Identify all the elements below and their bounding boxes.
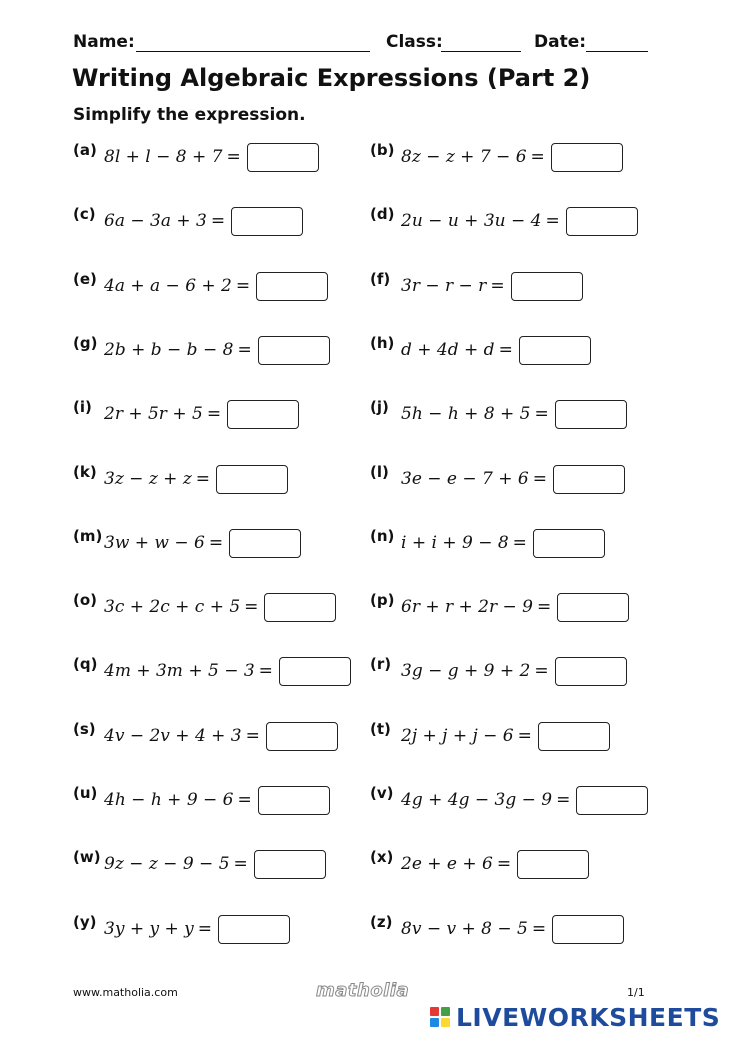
equals-sign: = xyxy=(244,597,259,617)
problem-item xyxy=(73,783,330,817)
answer-box[interactable] xyxy=(555,400,627,429)
problem-label: (y) xyxy=(73,913,97,931)
answer-box[interactable] xyxy=(519,336,591,365)
problem-label: (z) xyxy=(370,913,393,931)
answer-box[interactable] xyxy=(254,850,326,879)
problem-item xyxy=(73,719,338,753)
problem-expression: d + 4d + d xyxy=(401,340,495,360)
problem-label: (h) xyxy=(370,334,395,352)
worksheet-title: Writing Algebraic Expressions (Part 2) xyxy=(72,64,591,92)
problem-item xyxy=(73,912,290,946)
problem-expression: 3e − e − 7 + 6 xyxy=(401,469,529,489)
equals-sign: = xyxy=(545,211,560,231)
problem-expression: 3r − r − r xyxy=(401,276,487,296)
problem-label: (n) xyxy=(370,527,395,545)
answer-box[interactable] xyxy=(517,850,589,879)
answer-box[interactable] xyxy=(256,272,328,301)
answer-box[interactable] xyxy=(264,593,336,622)
equals-sign: = xyxy=(496,854,512,874)
equals-sign: = xyxy=(530,147,545,167)
problem-expression: 4v − 2v + 4 + 3 xyxy=(104,726,242,746)
answer-box[interactable] xyxy=(552,915,624,944)
problem-expression: 4g + 4g − 3g − 9 xyxy=(401,790,553,810)
equals-sign: = xyxy=(534,404,549,424)
problem-item xyxy=(370,397,627,431)
equals-sign: = xyxy=(245,726,260,746)
problem-label: (l) xyxy=(370,463,389,481)
answer-box[interactable] xyxy=(229,529,301,558)
problem-label: (i) xyxy=(73,398,92,416)
problem-label: (x) xyxy=(370,848,394,866)
matholia-logo: matholia xyxy=(316,980,410,1001)
problem-label: (f) xyxy=(370,270,391,288)
equals-sign: = xyxy=(498,340,513,360)
answer-box[interactable] xyxy=(266,722,338,751)
answer-box[interactable] xyxy=(566,207,638,236)
problem-item xyxy=(370,654,627,688)
problem-item xyxy=(73,397,299,431)
problem-expression: 8z − z + 7 − 6 xyxy=(401,147,527,167)
equals-sign: = xyxy=(237,340,252,360)
problem-item xyxy=(370,847,589,881)
problem-item xyxy=(73,847,326,881)
equals-sign: = xyxy=(235,276,251,296)
problem-item xyxy=(370,590,629,624)
equals-sign: = xyxy=(233,854,248,874)
problem-item xyxy=(73,333,330,367)
problem-label: (k) xyxy=(73,463,97,481)
name-line[interactable] xyxy=(136,51,370,52)
problem-expression: 3g − g + 9 + 2 xyxy=(401,661,531,681)
problem-expression: 4h − h + 9 − 6 xyxy=(104,790,234,810)
problem-item xyxy=(370,204,638,238)
student-info-header xyxy=(73,30,663,56)
problem-expression: 6a − 3a + 3 xyxy=(104,211,207,231)
liveworksheets-text: LIVEWORKSHEETS xyxy=(456,1002,721,1032)
problem-label: (p) xyxy=(370,591,395,609)
page-number: 1/1 xyxy=(627,986,645,999)
date-label: Date: xyxy=(534,32,587,52)
answer-box[interactable] xyxy=(538,722,610,751)
equals-sign: = xyxy=(197,919,212,939)
answer-box[interactable] xyxy=(258,336,330,365)
equals-sign: = xyxy=(531,919,547,939)
problem-expression: 9z − z − 9 − 5 xyxy=(104,854,230,874)
problem-item xyxy=(370,269,583,303)
problem-expression: 2b + b − b − 8 xyxy=(104,340,234,360)
problem-label: (o) xyxy=(73,591,98,609)
problem-expression: 2e + e + 6 xyxy=(401,854,493,874)
equals-sign: = xyxy=(490,276,505,296)
problem-item xyxy=(370,140,623,174)
date-line[interactable] xyxy=(586,51,648,52)
problem-label: (a) xyxy=(73,141,97,159)
problem-item xyxy=(73,526,301,560)
problem-label: (m) xyxy=(73,527,103,545)
problem-label: (r) xyxy=(370,655,392,673)
equals-sign: = xyxy=(517,726,532,746)
problem-label: (t) xyxy=(370,720,391,738)
instruction-text: Simplify the expression. xyxy=(73,105,306,125)
problem-expression: 4a + a − 6 + 2 xyxy=(104,276,232,296)
equals-sign: = xyxy=(208,533,224,553)
problem-item xyxy=(370,462,625,496)
equals-sign: = xyxy=(536,597,552,617)
problem-label: (u) xyxy=(73,784,98,802)
problem-label: (e) xyxy=(73,270,97,288)
problem-label: (s) xyxy=(73,720,96,738)
answer-box[interactable] xyxy=(227,400,299,429)
problem-expression: 3y + y + y xyxy=(104,919,194,939)
problem-expression: 3c + 2c + c + 5 xyxy=(104,597,241,617)
equals-sign: = xyxy=(258,661,273,681)
problem-item xyxy=(73,654,351,688)
problem-label: (c) xyxy=(73,205,96,223)
problem-label: (g) xyxy=(73,334,98,352)
problem-label: (j) xyxy=(370,398,389,416)
answer-box[interactable] xyxy=(553,465,625,494)
problem-item xyxy=(73,590,336,624)
equals-sign: = xyxy=(237,790,252,810)
problem-label: (v) xyxy=(370,784,394,802)
equals-sign: = xyxy=(556,790,571,810)
problem-item xyxy=(370,333,591,367)
answer-box[interactable] xyxy=(258,786,330,815)
problem-label: (q) xyxy=(73,655,98,673)
equals-sign: = xyxy=(532,469,547,489)
problem-expression: 8l + l − 8 + 7 xyxy=(104,147,223,167)
problem-item xyxy=(73,140,319,174)
footer-url: www.matholia.com xyxy=(73,986,178,999)
problem-expression: i + i + 9 − 8 xyxy=(401,533,509,553)
equals-sign: = xyxy=(226,147,241,167)
problem-expression: 4m + 3m + 5 − 3 xyxy=(104,661,255,681)
equals-sign: = xyxy=(534,661,549,681)
answer-box[interactable] xyxy=(576,786,648,815)
answer-box[interactable] xyxy=(555,657,627,686)
problem-label: (w) xyxy=(73,848,101,866)
problem-item xyxy=(73,269,328,303)
problem-label: (b) xyxy=(370,141,395,159)
problem-item xyxy=(370,912,624,946)
answer-box[interactable] xyxy=(533,529,605,558)
class-line[interactable] xyxy=(441,51,521,52)
problem-expression: 8v − v + 8 − 5 xyxy=(401,919,528,939)
answer-box[interactable] xyxy=(218,915,290,944)
class-label: Class: xyxy=(386,32,443,52)
equals-sign: = xyxy=(512,533,527,553)
equals-sign: = xyxy=(206,404,222,424)
liveworksheets-watermark xyxy=(430,1000,726,1034)
answer-box[interactable] xyxy=(511,272,583,301)
problem-expression: 6r + r + 2r − 9 xyxy=(401,597,533,617)
answer-box[interactable] xyxy=(247,143,319,172)
answer-box[interactable] xyxy=(557,593,629,622)
answer-box[interactable] xyxy=(231,207,303,236)
problem-expression: 2u − u + 3u − 4 xyxy=(401,211,542,231)
problem-item xyxy=(370,526,605,560)
problem-expression: 2j + j + j − 6 xyxy=(401,726,514,746)
problem-expression: 2r + 5r + 5 xyxy=(104,404,203,424)
problem-item xyxy=(370,783,648,817)
answer-box[interactable] xyxy=(551,143,623,172)
problem-expression: 5h − h + 8 + 5 xyxy=(401,404,531,424)
equals-sign: = xyxy=(195,469,211,489)
problem-expression: 3w + w − 6 xyxy=(104,533,205,553)
answer-box[interactable] xyxy=(279,657,351,686)
liveworksheets-blocks-icon xyxy=(430,1007,450,1027)
name-label: Name: xyxy=(73,32,135,52)
problem-item xyxy=(73,204,303,238)
problem-label: (d) xyxy=(370,205,395,223)
problem-expression: 3z − z + z xyxy=(104,469,192,489)
answer-box[interactable] xyxy=(216,465,288,494)
problem-item xyxy=(73,462,288,496)
equals-sign: = xyxy=(210,211,226,231)
problem-item xyxy=(370,719,610,753)
